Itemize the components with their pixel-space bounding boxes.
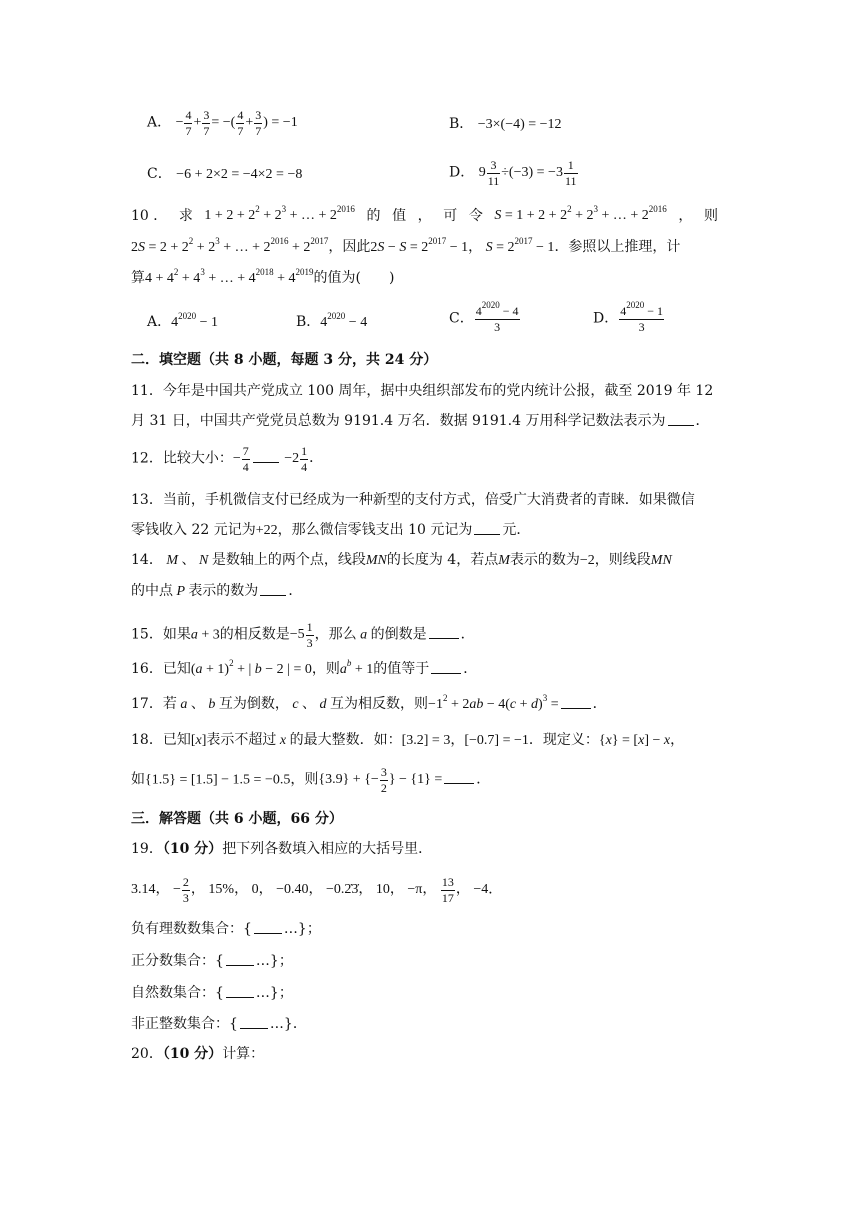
- q16: 16．已知$(a + 1)^2$ + | b − 2 | = 0，则$a^b + 1$的值等于 ．: [131, 658, 478, 677]
- section-3-title: 三．解答题（共 6 小题，66 分）: [131, 811, 343, 827]
- q19-numbers: 3.14， − $\frac{2}{3}$ ， 15%， 0， −0.40， −0.2̇3̇， 10， −π， $\frac{13}{17}$ ， −4．: [131, 875, 503, 905]
- q9-option-d: D． 9 $\frac{3}{11}$ ÷(−3) = −3 $\frac{1}{11}$: [449, 158, 577, 188]
- q10-line-1: 10 ． 求 $1 + 2 + 2^2 + 2^3$ + … + $2^{2016}$ 的 值 ， 可 令 $S = 1 + 2 + 2^2 + 2^3$ + … + $2^{2016}$ ， 则: [131, 204, 718, 224]
- q13-line-2: 零钱收入 22 元记为+22，那么微信零钱支出 10 元记为 元．: [131, 522, 531, 538]
- q9-option-d-expr: 9 $\frac{3}{11}$ ÷(−3) = −3 $\frac{1}{11}$: [478, 158, 577, 188]
- q10-line-3: 算$4 + 4^2 + 4^3$ + … + $4^{2018} + 4^{2019}$的值为( ): [131, 267, 395, 286]
- q9-option-a-expr: − $\frac{4}{7}$ + $\frac{3}{7}$ = −( $\frac{4}{7}$ + $\frac{3}{7}$ ) = −1: [175, 108, 298, 138]
- q10-option-d: D． $\frac{4^{2020} - 1}{3}$: [593, 300, 664, 334]
- q9-option-b-expr: −3×(−4) = −12: [477, 117, 562, 132]
- q10-line-2: $2S = 2 + 2^2 + 2^3$ + … + $2^{2016} + 2^{2017}$，因此$2S - S = 2^{2017} - 1$， $S = 2^{2017} - 1$．参照以上推理，计: [131, 236, 681, 255]
- q17: 17．若 a 、 b 互为倒数， c 、 d 互为相反数，则$-1^2 + 2ab - 4(c + d)^3$ = ．: [131, 693, 607, 712]
- q19-set-natural: 自然数集合：{ …}；: [131, 985, 293, 1001]
- q19-set-nonpositive-integer: 非正整数集合：{ …}．: [131, 1016, 307, 1032]
- q11-line-2: 月 31 日，中国共产党党员总数为 9191.4 万名．数据 9191.4 万用科学记数法表示为 ．: [131, 413, 710, 429]
- q14-line-1: 14． M 、 N 是数轴上的两个点，线段MN的长度为 4，若点M表示的数为−2，则线段MN: [131, 552, 672, 568]
- q11-line-1: 11．今年是中国共产党成立 100 周年，据中央组织部发布的党内统计公报，截至 2019 年 12: [131, 383, 714, 399]
- q9-option-a: A． − $\frac{4}{7}$ + $\frac{3}{7}$ = −( $\frac{4}{7}$ + $\frac{3}{7}$ ) = −1: [147, 108, 298, 138]
- q18-line-1: 18．已知[x]表示不超过 x 的最大整数．如：[3.2] = 3，[−0.7] = −1．现定义：{x} = [x] − x，: [131, 732, 685, 748]
- q9-option-b: B． −3×(−4) = −12: [449, 116, 562, 132]
- q10-sum-expr: $1 + 2 + 2^2 + 2^3$ + … + $2^{2016}$: [204, 204, 355, 223]
- q10-option-b: B．$4^{2020} - 4$: [296, 311, 368, 330]
- q18-line-2: 如{1.5} = [1.5] − 1.5 = −0.5，则{3.9} + {− $\frac{3}{2}$ } − {1} = ．: [131, 765, 491, 795]
- q10-s-definition: $S = 1 + 2 + 2^2 + 2^3$ + … + $2^{2016}$: [494, 204, 667, 223]
- q19-set-positive-fraction: 正分数集合：{ …}；: [131, 953, 293, 969]
- q20-heading: 20．（10 分）计算：: [131, 1046, 265, 1062]
- q13-line-1: 13．当前，手机微信支付已经成为一种新型的支付方式，倍受广大消费者的青睐．如果微信: [131, 492, 695, 508]
- q19-heading: 19．（10 分）把下列各数填入相应的大括号里．: [131, 841, 433, 857]
- q9-option-c: C． −6 + 2×2 = −4×2 = −8: [147, 166, 303, 182]
- q19-set-negative-rational: 负有理数数集合：{ …}；: [131, 921, 321, 937]
- section-2-title: 二．填空题（共 8 小题，每题 3 分，共 24 分）: [131, 352, 438, 368]
- q10-option-a: A．$4^{2020} - 1$: [147, 311, 219, 330]
- q12: 12．比较大小：− $\frac{7}{4}$ −2 $\frac{1}{4}$ ．: [131, 444, 324, 474]
- q10-option-c: C． $\frac{4^{2020} - 4}{3}$: [449, 300, 519, 334]
- q9-option-c-expr: −6 + 2×2 = −4×2 = −8: [176, 167, 303, 182]
- q15: 15．如果a + 3的相反数是−5 $\frac{1}{3}$ ，那么 a 的倒数是 ．: [131, 620, 475, 650]
- q14-line-2: 的中点 P 表示的数为 ．: [131, 583, 303, 599]
